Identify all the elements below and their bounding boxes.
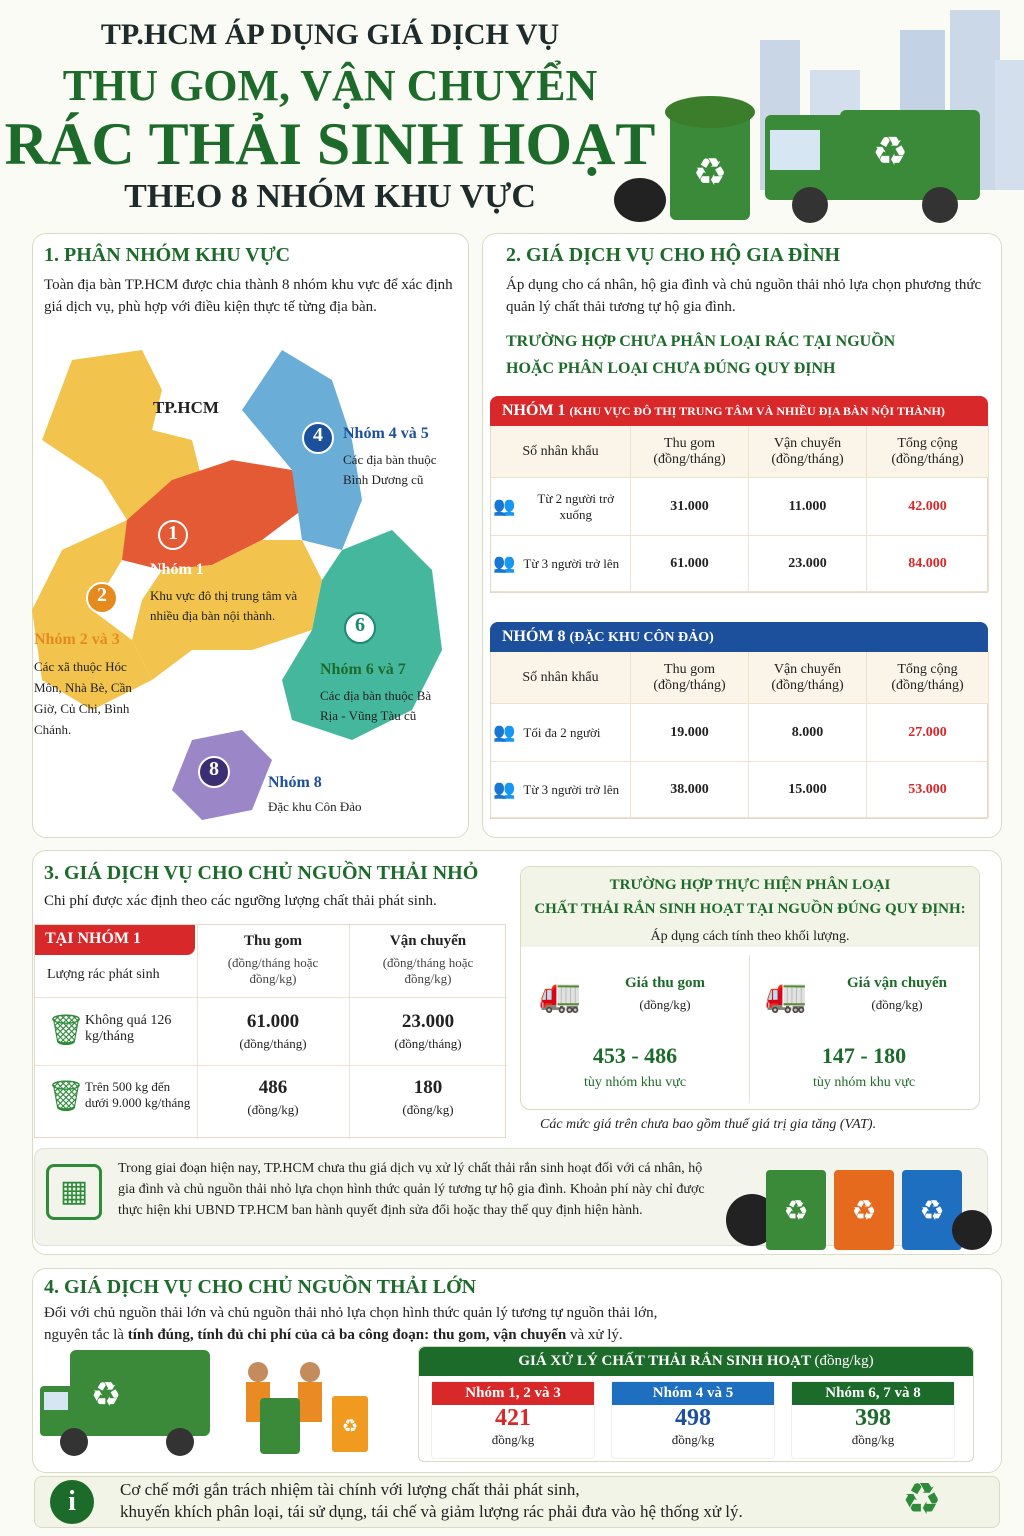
collect-price-label: Giá thu gom: [624, 975, 705, 991]
group-4-name: Nhóm 4 và 5: [343, 425, 429, 442]
section-3-title: 3. GIÁ DỊCH VỤ CHO CHỦ NGUỒN THẢI NHỎ: [44, 862, 479, 884]
transport-price-unit: (đồng/kg): [871, 997, 923, 1012]
group-1-name: Nhóm 1: [150, 561, 204, 578]
group-1-desc: Khu vực đô thị trung tâm và nhiều địa bàn nội thành.: [150, 588, 298, 623]
notice-text: Trong giai đoạn hiện nay, TP.HCM chưa thu giá dịch vụ xử lý chất thải rắn sinh hoạt đối với cá nhân, hộ gia đình và chủ nguồn thải nhỏ lựa chọn hình thức quản lý tương tự hộ gia đình. Khoản phí này chỉ được thực hiện khi UBND TP.HCM ban hành quyết định sửa đổi hoặc thay thế quy định hiện hành.: [118, 1161, 705, 1218]
price-value: 398: [855, 1405, 891, 1431]
group-8-desc: Đặc khu Côn Đảo: [268, 799, 362, 814]
group-1-table-head: [490, 396, 988, 426]
info-icon: i: [50, 1480, 94, 1524]
header-line-4: THEO 8 NHÓM KHU VỰC: [124, 178, 536, 215]
desc-emphasis: tính đúng, tính đủ chi phí của cả ba công đoạn: thu gom, vận chuyển: [127, 1327, 567, 1343]
map-label: TP.HCM: [153, 398, 219, 417]
price-unit: đồng/kg: [851, 1432, 895, 1447]
group-1-table: [490, 396, 988, 593]
workers-truck-illustration: [40, 1346, 380, 1466]
group-6-desc: Các địa bàn thuộc Bà Rịa - Vũng Tàu cũ: [320, 688, 432, 723]
col-header: Thu gom (đồng/tháng): [631, 652, 749, 704]
row-label: [491, 536, 631, 592]
group-2-desc: Các xã thuộc Hóc Môn, Nhà Bè, Cần Giờ, Củ Chi, Bình Chánh.: [34, 659, 132, 737]
group-4-badge: 4: [302, 422, 334, 454]
sorted-title-2: CHẤT THẢI RẮN SINH HOẠT TẠI NGUỒN ĐÚNG QUY ĐỊNH:: [534, 901, 966, 917]
garbage-truck-illustration: [610, 0, 1024, 230]
table-cell: 61.000: [631, 536, 749, 592]
recycle-bins-illustration: [722, 1160, 992, 1252]
row-1-label: Không quá 126 kg/tháng: [85, 1013, 172, 1044]
svg-text:♻: ♻: [872, 129, 908, 174]
footer-line-2: khuyến khích phân loại, tái sử dụng, tái chế và giảm lượng rác phải đưa vào hệ thống xử lý.: [120, 1502, 743, 1521]
svg-text:♻: ♻: [90, 1377, 122, 1414]
svg-text:♻: ♻: [692, 152, 728, 194]
row-2-transport: 180: [413, 1077, 443, 1098]
row-1-transport: 23.000: [401, 1011, 455, 1032]
row-label: [491, 704, 631, 762]
collect-price-unit: (đồng/kg): [639, 997, 691, 1012]
row-1-transport-unit: (đồng/tháng): [394, 1036, 462, 1051]
case-line-1: TRƯỜNG HỢP CHƯA PHÂN LOẠI RÁC TẠI NGUỒN: [506, 333, 896, 350]
table-cell: 31.000: [631, 478, 749, 536]
table-cell-total: 53.000: [867, 762, 989, 818]
table-cell-total: 42.000: [867, 478, 989, 536]
col-header: Tổng cộng (đồng/tháng): [867, 426, 989, 478]
vat-note: Các mức giá trên chưa bao gồm thuế giá trị gia tăng (VAT).: [540, 1117, 877, 1132]
group-1-tag: TẠI NHÓM 1: [35, 925, 195, 955]
row-2-collect-unit: (đồng/kg): [247, 1102, 299, 1117]
table-cell: 8.000: [749, 704, 867, 762]
group-8-table-sublabel: (ĐẶC KHU CÔN ĐẢO): [569, 630, 714, 645]
treatment-price-unit: (đồng/kg): [814, 1353, 874, 1369]
row-label: [491, 762, 631, 818]
section-1-title: 1. PHÂN NHÓM KHU VỰC: [44, 244, 291, 266]
section-4-desc-1: Đối với chủ nguồn thải lớn và chủ nguồn thải nhỏ lựa chọn hình thức quản lý tương tự nguồn thải lớn,: [44, 1305, 658, 1321]
section-1-desc: Toàn địa bàn TP.HCM được chia thành 8 nhóm khu vực để xác định giá dịch vụ, phù hợp với điều kiện thực tế từng địa bàn.: [44, 277, 453, 315]
calendar-icon: ▦: [46, 1164, 102, 1220]
section-4-title: 4. GIÁ DỊCH VỤ CHO CHỦ NGUỒN THẢI LỚN: [44, 1276, 477, 1298]
row-2-transport-unit: (đồng/kg): [402, 1102, 454, 1117]
small-source-table: [34, 924, 506, 1138]
row-label-text: Tối đa 2 người: [523, 724, 601, 740]
price-unit: đồng/kg: [491, 1432, 535, 1447]
table-cell: 23.000: [749, 536, 867, 592]
row-2-label: Trên 500 kg đến dưới 9.000 kg/tháng: [85, 1079, 191, 1110]
table-cell: 38.000: [631, 762, 749, 818]
bin-icon: 🗑: [47, 1080, 86, 1113]
treatment-price-title: GIÁ XỬ LÝ CHẤT THẢI RẮN SINH HOẠT: [518, 1353, 811, 1369]
section-2-title: 2. GIÁ DỊCH VỤ CHO HỘ GIA ĐÌNH: [506, 244, 841, 266]
group-6-name: Nhóm 6 và 7: [320, 661, 406, 678]
row-header: Lượng rác phát sinh: [47, 967, 160, 982]
col-transport-unit: (đồng/tháng hoặc đồng/kg): [382, 955, 474, 986]
desc-part: nguyên tắc là: [44, 1327, 128, 1343]
group-6-badge: 6: [344, 612, 376, 644]
header-line-3: RÁC THẢI SINH HOẠT: [4, 111, 656, 177]
price-group-4-5: [611, 1381, 775, 1459]
sorted-waste-box: [520, 866, 980, 1110]
row-label-text: Từ 3 người trở lên: [523, 781, 620, 797]
table-cell-total: 84.000: [867, 536, 989, 592]
group-1-table-sublabel: (KHU VỰC ĐÔ THỊ TRUNG TÂM VÀ NHIỀU ĐỊA BÀN NỘI THÀNH): [569, 404, 945, 418]
collect-price-value: 453 - 486: [592, 1043, 678, 1068]
svg-text:♻: ♻: [341, 1416, 359, 1436]
table-cell: 15.000: [749, 762, 867, 818]
row-label: [491, 478, 631, 536]
bin-icon: 🗑: [47, 1014, 86, 1047]
sorted-title-1: TRƯỜNG HỢP THỰC HIỆN PHÂN LOẠI: [609, 877, 891, 893]
svg-text:♻: ♻: [783, 1196, 809, 1227]
price-group-label: Nhóm 1, 2 và 3: [432, 1382, 594, 1405]
price-group-label: Nhóm 6, 7 và 8: [792, 1382, 954, 1405]
table-cell: 11.000: [749, 478, 867, 536]
treatment-price-header: [419, 1347, 973, 1376]
row-2-collect: 486: [258, 1077, 288, 1098]
truck-icon: 🚛: [765, 977, 808, 1014]
col-header: Vận chuyển (đồng/tháng): [749, 426, 867, 478]
table-cell-total: 27.000: [867, 704, 989, 762]
people-icon: 👥: [493, 553, 516, 573]
price-group-6-8: [791, 1381, 955, 1459]
people-icon: 👥: [493, 496, 516, 516]
group-4-desc: Các địa bàn thuộc Bình Dương cũ: [343, 452, 437, 487]
svg-text:♻: ♻: [851, 1196, 877, 1227]
transport-price-label: Giá vận chuyển: [846, 975, 948, 991]
transport-price-note: tùy nhóm khu vực: [812, 1075, 916, 1090]
col-header: Tổng cộng (đồng/tháng): [867, 652, 989, 704]
section-3-desc: Chi phí được xác định theo các ngưỡng lượng chất thải phát sinh.: [44, 893, 437, 909]
group-8-badge: 8: [198, 756, 230, 788]
price-value: 421: [495, 1405, 531, 1431]
price-value: 498: [675, 1405, 711, 1431]
group-2-name: Nhóm 2 và 3: [34, 631, 120, 648]
group-8-name: Nhóm 8: [268, 774, 322, 791]
group-8-table: [490, 622, 988, 819]
col-collect-unit: (đồng/tháng hoặc đồng/kg): [227, 955, 319, 986]
group-8-table-label: NHÓM 8: [502, 628, 566, 645]
people-icon: 👥: [493, 722, 516, 742]
treatment-price-box: [418, 1346, 974, 1462]
col-transport: Vận chuyển: [389, 933, 467, 949]
price-group-1-3: [431, 1381, 595, 1459]
header-line-2: THU GOM, VẬN CHUYỂN: [62, 61, 598, 110]
sorted-note: Áp dụng cách tính theo khối lượng.: [650, 929, 850, 944]
group-8-table-head: [490, 622, 988, 652]
recycle-icon: ♻: [902, 1475, 942, 1524]
case-line-2: HOẶC PHÂN LOẠI CHƯA ĐÚNG QUY ĐỊNH: [506, 360, 836, 377]
col-collect: Thu gom: [244, 933, 302, 949]
col-header: Vận chuyển (đồng/tháng): [749, 652, 867, 704]
col-header: Số nhân khẩu: [491, 426, 631, 478]
price-group-label: Nhóm 4 và 5: [612, 1382, 774, 1405]
truck-icon: 🚛: [539, 977, 582, 1014]
footer-line-1: Cơ chế mới gắn trách nhiệm tài chính với lượng chất thải phát sinh,: [120, 1480, 580, 1499]
transport-price-value: 147 - 180: [821, 1043, 907, 1068]
row-label-text: Từ 2 người trở xuống: [537, 490, 614, 522]
col-header: Số nhân khẩu: [491, 652, 631, 704]
table-cell: 19.000: [631, 704, 749, 762]
section-4-desc-2: [44, 1324, 623, 1346]
row-1-collect-unit: (đồng/tháng): [239, 1036, 307, 1051]
price-unit: đồng/kg: [671, 1432, 715, 1447]
group-1-badge: 1: [158, 520, 188, 550]
svg-text:♻: ♻: [919, 1196, 945, 1227]
collect-price-note: tùy nhóm khu vực: [583, 1075, 687, 1090]
row-1-collect: 61.000: [246, 1011, 300, 1032]
group-2-badge: 2: [86, 582, 118, 614]
header-line-1: TP.HCM ÁP DỤNG GIÁ DỊCH VỤ: [100, 18, 560, 51]
row-label-text: Từ 3 người trở lên: [523, 555, 620, 571]
col-header: Thu gom (đồng/tháng): [631, 426, 749, 478]
group-1-table-label: NHÓM 1: [502, 402, 566, 419]
desc-part: và xử lý.: [566, 1327, 623, 1343]
section-2-desc: Áp dụng cho cá nhân, hộ gia đình và chủ nguồn thải nhỏ lựa chọn phương thức quản lý chất thải tương tự hộ gia đình.: [506, 277, 982, 315]
people-icon: 👥: [493, 779, 516, 799]
